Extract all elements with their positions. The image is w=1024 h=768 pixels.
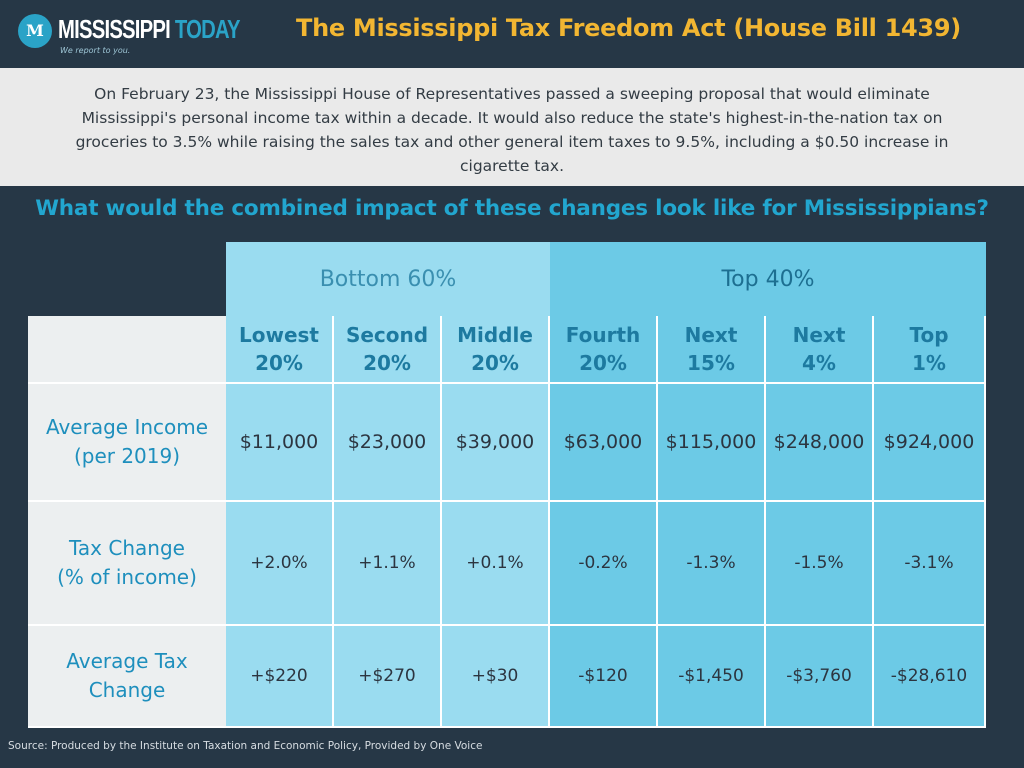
- data-cell: [658, 384, 766, 502]
- data-cell: [766, 384, 874, 502]
- group-header-label: Bottom 60%: [319, 266, 457, 292]
- data-cell: [550, 384, 658, 502]
- data-cell-value: -$120: [578, 666, 628, 686]
- column-header-line1: Fourth: [565, 323, 641, 347]
- data-cell: [658, 502, 766, 626]
- column-header: [658, 316, 766, 384]
- column-header-line2: 1%: [912, 351, 946, 375]
- data-cell: [442, 384, 550, 502]
- column-header-line1: Next: [684, 323, 738, 347]
- row-header: [28, 384, 226, 502]
- group-header-bottom: [226, 242, 550, 316]
- intro-text: On February 23, the Mississippi House of Representatives passed a sweeping proposal that would eliminate Mississippi's personal income tax within a decade. It would also reduce the state's highest-in-the-nation tax on groceries to 3.5% while raising the sales tax and other general item taxes to 9.5%, including a $0.50 increase in cigarette tax.: [75, 85, 949, 175]
- data-cell: [226, 502, 334, 626]
- column-header-line2: 20%: [255, 351, 303, 375]
- data-cell: [334, 502, 442, 626]
- row-header-line1: Average Income: [45, 415, 209, 439]
- data-cell: [550, 626, 658, 728]
- data-cell-value: $115,000: [665, 431, 757, 453]
- data-cell: [766, 502, 874, 626]
- column-header-line1: Middle: [457, 323, 533, 347]
- group-header-label: Top 40%: [721, 266, 815, 292]
- mississippi-today-logo[interactable]: [18, 10, 238, 58]
- row-header-line2: Change: [88, 678, 166, 702]
- group-header-top: [550, 242, 986, 316]
- data-cell: [766, 626, 874, 728]
- column-header: [442, 316, 550, 384]
- table-corner: [28, 316, 226, 384]
- data-cell-value: $39,000: [455, 431, 535, 453]
- column-header: [334, 316, 442, 384]
- data-cell-value: $23,000: [347, 431, 427, 453]
- logo-wordmark: [58, 14, 240, 45]
- data-cell-value: -3.1%: [904, 553, 954, 573]
- data-cell: [334, 384, 442, 502]
- logo-badge-icon: M: [18, 14, 52, 48]
- row-header-line2: (per 2019): [73, 444, 181, 468]
- data-cell-value: $924,000: [883, 431, 975, 453]
- data-cell-value: -1.5%: [794, 553, 844, 573]
- column-header-line2: 15%: [687, 351, 735, 375]
- column-header-line2: 4%: [802, 351, 836, 375]
- data-cell: [658, 626, 766, 728]
- column-header-line2: 20%: [471, 351, 519, 375]
- data-cell: [550, 502, 658, 626]
- logo-main-text: MISSISSIPPI: [58, 14, 171, 44]
- data-cell: [334, 626, 442, 728]
- data-cell: [442, 626, 550, 728]
- data-cell-value: +0.1%: [466, 553, 524, 573]
- data-cell: [874, 502, 986, 626]
- data-cell-value: -$28,610: [890, 666, 968, 686]
- data-cell-value: $11,000: [239, 431, 319, 453]
- row-header-line1: Average Tax: [66, 649, 188, 673]
- column-header-line1: Next: [792, 323, 846, 347]
- data-cell: [874, 384, 986, 502]
- column-header-line1: Second: [345, 323, 429, 347]
- data-cell-value: +1.1%: [358, 553, 416, 573]
- intro-panel: [0, 68, 1024, 186]
- data-cell-value: -$3,760: [786, 666, 852, 686]
- data-cell-value: +2.0%: [250, 553, 308, 573]
- logo-tagline: We report to you.: [60, 46, 131, 55]
- source-note: Source: Produced by the Institute on Taxation and Economic Policy, Provided by One Voice: [8, 740, 483, 752]
- data-cell-value: $248,000: [773, 431, 865, 453]
- data-cell: [226, 626, 334, 728]
- data-cell-value: -1.3%: [686, 553, 736, 573]
- row-header-line2: (% of income): [57, 565, 197, 589]
- data-cell: [226, 384, 334, 502]
- header: [0, 0, 1024, 68]
- data-cell: [874, 626, 986, 728]
- column-header: [550, 316, 658, 384]
- column-header-line1: Lowest: [239, 323, 319, 347]
- data-cell-value: -$1,450: [678, 666, 744, 686]
- data-cell: [442, 502, 550, 626]
- column-header-line2: 20%: [363, 351, 411, 375]
- data-cell-value: +$270: [358, 666, 416, 686]
- column-header-line2: 20%: [579, 351, 627, 375]
- row-header-line1: Tax Change: [69, 536, 185, 560]
- impact-table: [28, 242, 996, 728]
- data-cell-value: +$30: [471, 666, 519, 686]
- question-heading: What would the combined impact of these changes look like for Mississippians?: [35, 196, 989, 221]
- row-header: [28, 502, 226, 626]
- data-cell-value: $63,000: [563, 431, 643, 453]
- column-header-line1: Top: [909, 323, 949, 347]
- column-header: [874, 316, 986, 384]
- column-header: [766, 316, 874, 384]
- row-header: [28, 626, 226, 728]
- data-cell-value: +$220: [250, 666, 308, 686]
- logo-accent-text: TODAY: [174, 14, 240, 44]
- data-cell-value: -0.2%: [578, 553, 628, 573]
- column-header: [226, 316, 334, 384]
- page-title: The Mississippi Tax Freedom Act (House Bill 1439): [296, 14, 961, 42]
